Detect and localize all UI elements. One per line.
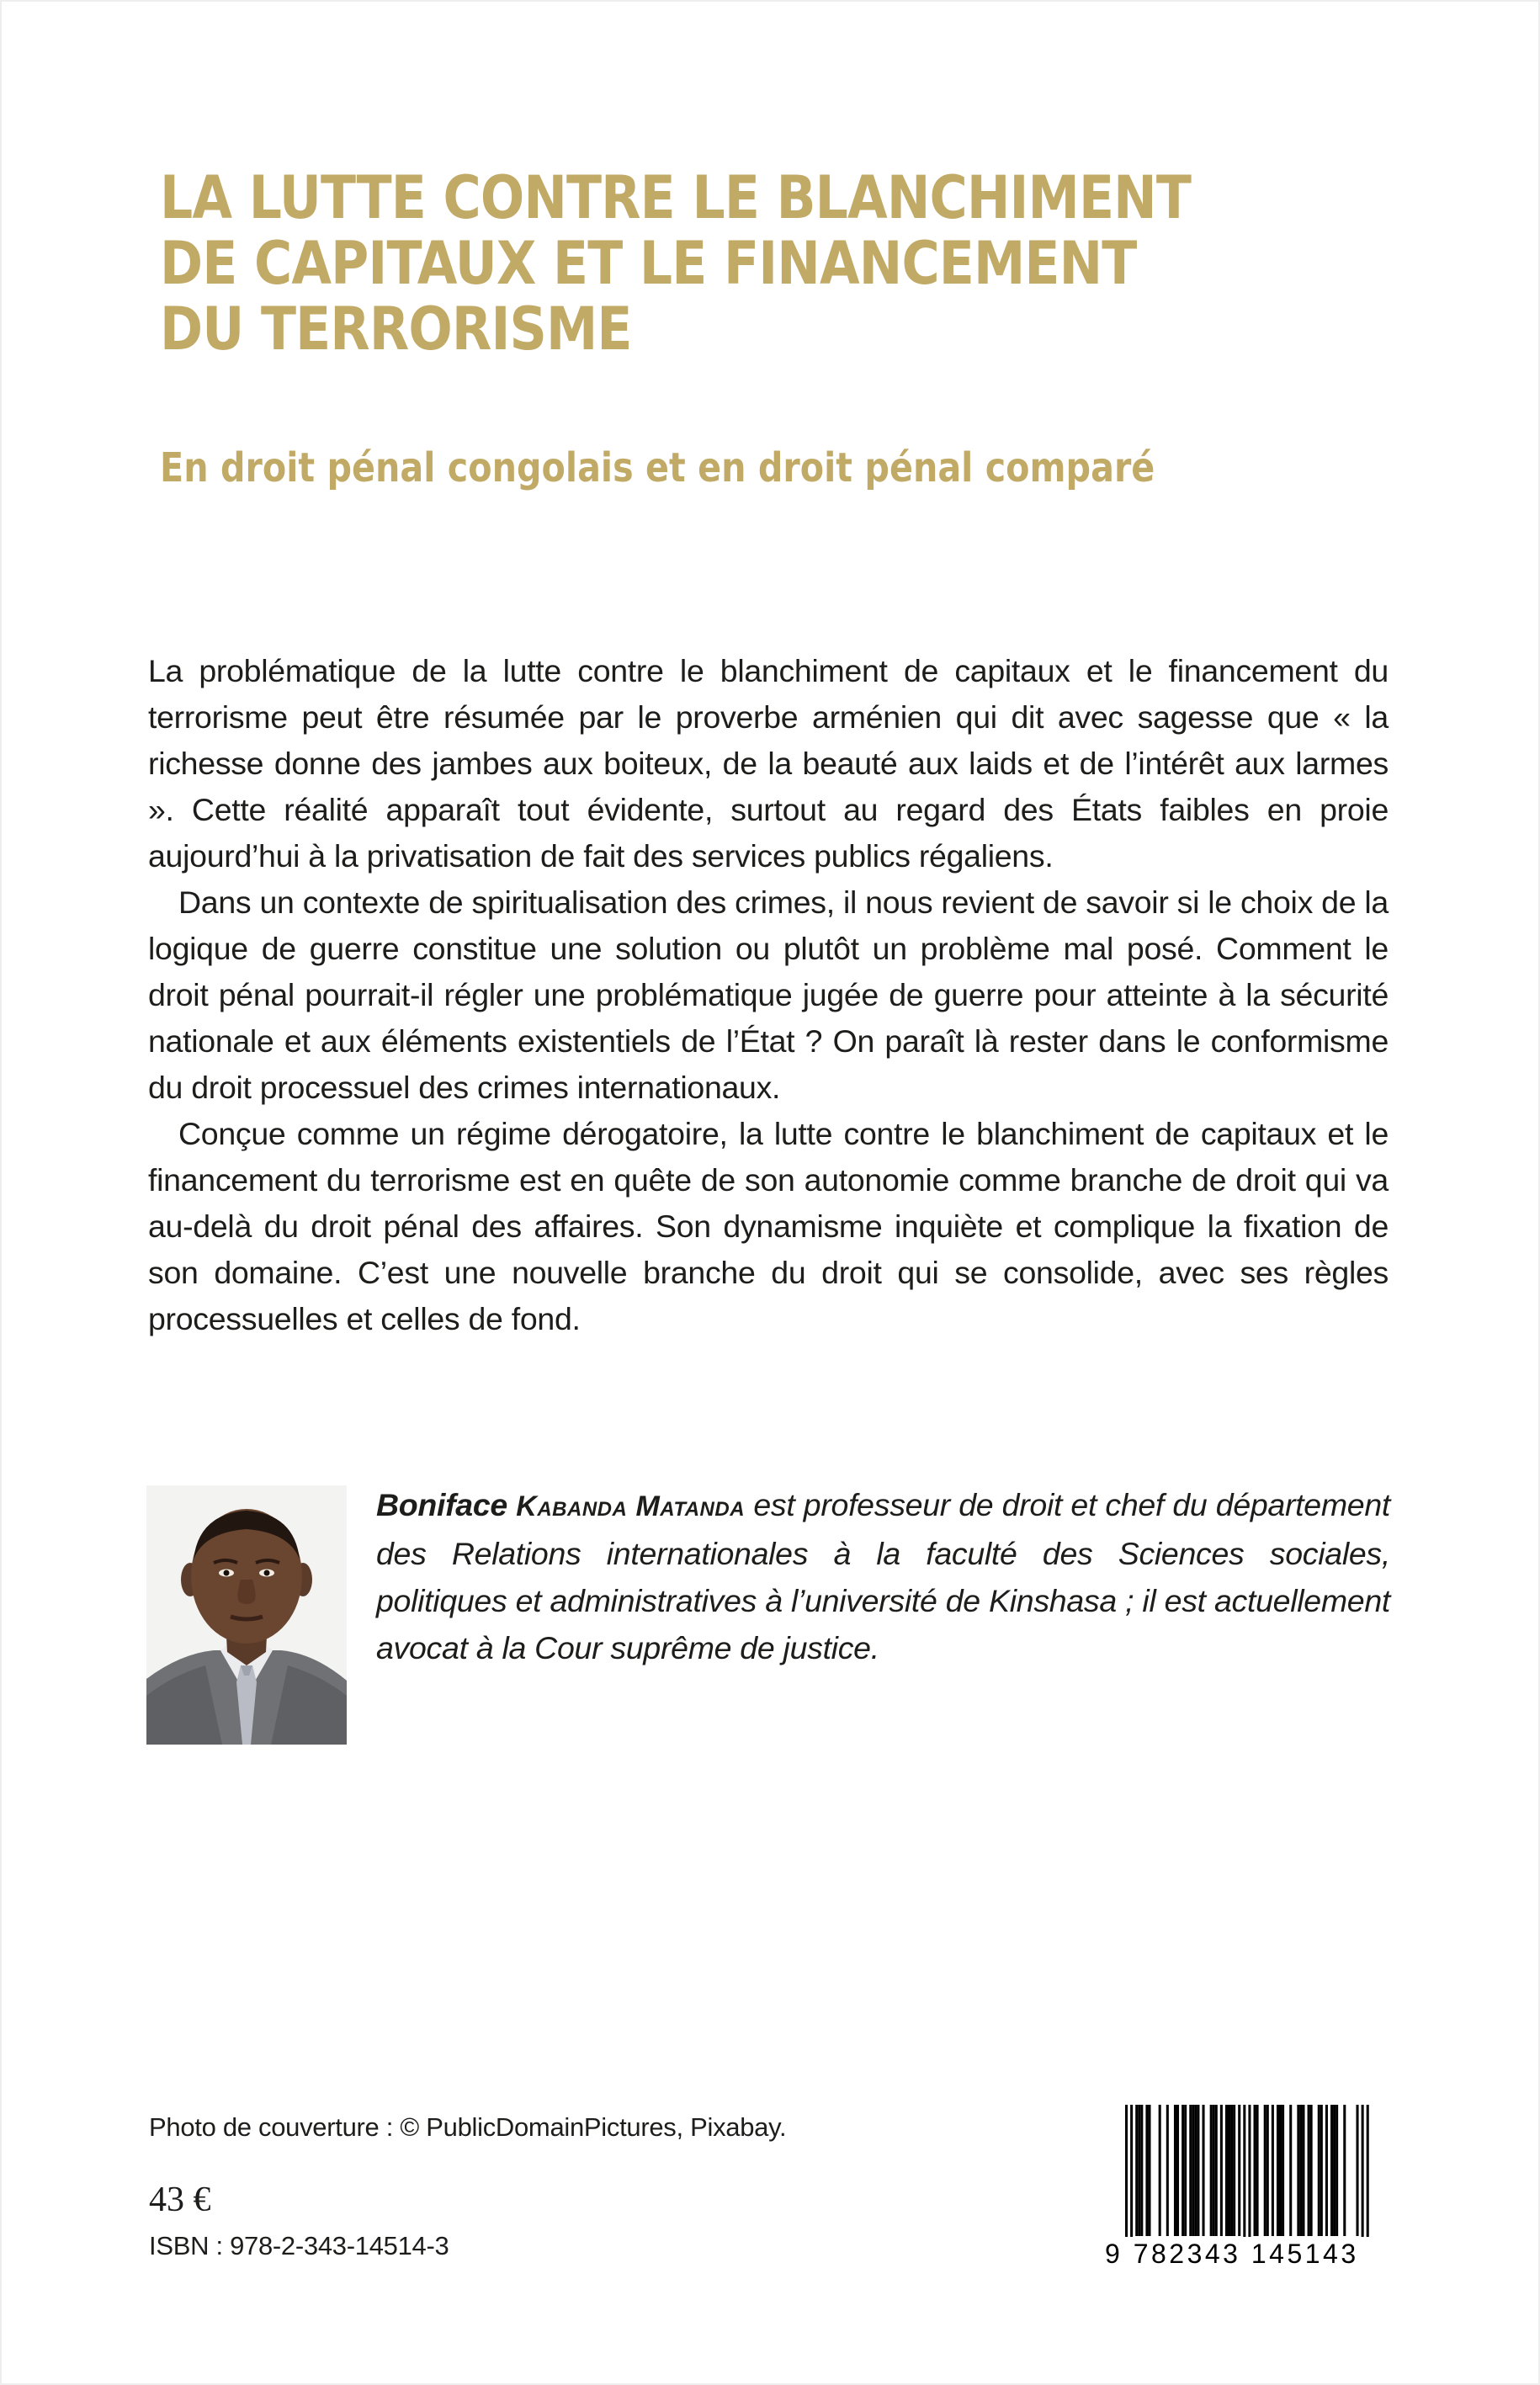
barcode-bar: [1228, 2105, 1230, 2236]
barcode-bar: [1182, 2105, 1184, 2236]
barcode-bar: [1330, 2105, 1333, 2236]
barcode-bar: [1343, 2105, 1346, 2236]
author-first-name: Boniface: [376, 1487, 507, 1522]
barcode-bar: [1225, 2105, 1228, 2236]
barcode-bar: [1184, 2105, 1187, 2236]
blurb-paragraph-2: Dans un contexte de spiritualisation des crimes, il nous revient de savoir si le choix de la logique de guerre constitue une solution ou plutôt un problème mal posé. Comment le droit pénal pourrait-il régler une problématique jugée de guerre pour atteinte à la sécurité nationale et aux éléments existentiels de l’État ? On paraît là rester dans le conformisme du droit processuel des crimes internationaux.: [148, 884, 1389, 1105]
barcode-bar: [1125, 2105, 1128, 2248]
barcode-bar: [1174, 2105, 1176, 2236]
barcode-bar: [1279, 2105, 1282, 2236]
barcode-bar: [1362, 2105, 1364, 2248]
barcode-bar: [1130, 2105, 1133, 2248]
barcode-bar: [1325, 2105, 1328, 2236]
book-title: [160, 165, 1422, 362]
barcode-bar: [1238, 2105, 1240, 2236]
barcode-bar: [1333, 2105, 1336, 2236]
barcode-bar: [1233, 2105, 1235, 2236]
barcode-bar: [1272, 2105, 1274, 2236]
barcode-bar: [1248, 2105, 1251, 2248]
barcode-bar: [1140, 2105, 1143, 2236]
isbn: ISBN : 978-2-343-14514-3: [149, 2231, 449, 2260]
barcode-bar: [1210, 2105, 1213, 2236]
price: 43 €: [149, 2180, 211, 2219]
barcode-bar: [1194, 2105, 1197, 2236]
blurb-paragraph-1: La problématique de la lutte contre le blanchiment de capitaux et le financement du terrorisme peut être résumée par le proverbe arménien qui dit avec sagesse que « la richesse donne des jambes aux boiteux, de la beauté aux laids et de l’intérêt aux larmes ». Cette réalité apparaît tout évidente, surtout au regard des États faibles en proie aujourd’hui à la privatisation de fait des services publics régaliens.: [148, 653, 1389, 874]
barcode-bar: [1159, 2105, 1161, 2236]
barcode-bar: [1135, 2105, 1138, 2236]
barcode-bar: [1282, 2105, 1284, 2236]
barcode-bar: [1267, 2105, 1269, 2236]
barcode-bar: [1318, 2105, 1320, 2236]
blurb-paragraph-3: Conçue comme un régime dérogatoire, la lutte contre le blanchiment de capitaux et le financement du terrorisme est en quête de son autonomie comme branche de droit qui va au-delà du droit pénal des affaires. Son dynamisme inquiète et complique la fixation de son domaine. C’est une nouvelle branche du droit qui se consolide, avec ses règles processuelles et celles de fond.: [148, 1116, 1389, 1336]
barcode-bar: [1197, 2105, 1199, 2236]
barcode-bar: [1297, 2105, 1299, 2236]
title-line-1: LA LUTTE CONTRE LE BLANCHIMENT: [160, 163, 1191, 232]
barcode-bar: [1277, 2105, 1279, 2236]
barcode-bar: [1367, 2105, 1369, 2248]
barcode-bar: [1299, 2105, 1302, 2236]
author-photo: [146, 1485, 347, 1745]
barcode-bar: [1302, 2105, 1304, 2236]
barcode-bar: [1357, 2105, 1359, 2236]
title-line-2: DE CAPITAUX ET LE FINANCEMENT: [160, 229, 1137, 298]
book-subtitle: En droit pénal congolais et en droit pénal comparé: [160, 444, 1155, 491]
barcode-bar: [1192, 2105, 1194, 2236]
barcode-bar: [1264, 2105, 1267, 2236]
barcode-bar: [1213, 2105, 1215, 2236]
barcode-bar: [1145, 2105, 1148, 2236]
barcode-bar: [1243, 2105, 1245, 2248]
back-cover-blurb: [148, 648, 1389, 1342]
barcode-bar: [1320, 2105, 1323, 2236]
barcode-digits: 9 782343 145143: [1105, 2237, 1399, 2271]
author-last-name: Kabanda Matanda: [516, 1490, 746, 1522]
barcode-bar: [1256, 2105, 1259, 2236]
author-bio: [376, 1481, 1390, 1671]
barcode-bar: [1166, 2105, 1169, 2236]
barcode-bar: [1289, 2105, 1292, 2236]
barcode-bar: [1230, 2105, 1233, 2236]
title-line-3: DU TERRORISME: [160, 295, 632, 364]
author-bio-text: est professeur de droit et chef du département des Relations internationales à la faculté des Sciences sociales, politiques et administratives à l’université de Kinshasa ; il est actuellement avocat à la Cour suprême de justice.: [376, 1487, 1391, 1665]
barcode-bar: [1148, 2105, 1150, 2236]
barcode-bar: [1189, 2105, 1192, 2236]
barcode-bar: [1336, 2105, 1338, 2236]
barcode-bar: [1203, 2105, 1205, 2236]
barcode-bar: [1308, 2105, 1310, 2236]
barcode-bar: [1215, 2105, 1218, 2236]
cover-photo-credit: Photo de couverture : © PublicDomainPictures, Pixabay.: [149, 2112, 787, 2142]
barcode-bar: [1138, 2105, 1140, 2236]
barcode-bar: [1310, 2105, 1313, 2236]
barcode-bar: [1254, 2105, 1256, 2236]
barcode-bar: [1220, 2105, 1223, 2236]
barcode-bar: [1176, 2105, 1179, 2236]
